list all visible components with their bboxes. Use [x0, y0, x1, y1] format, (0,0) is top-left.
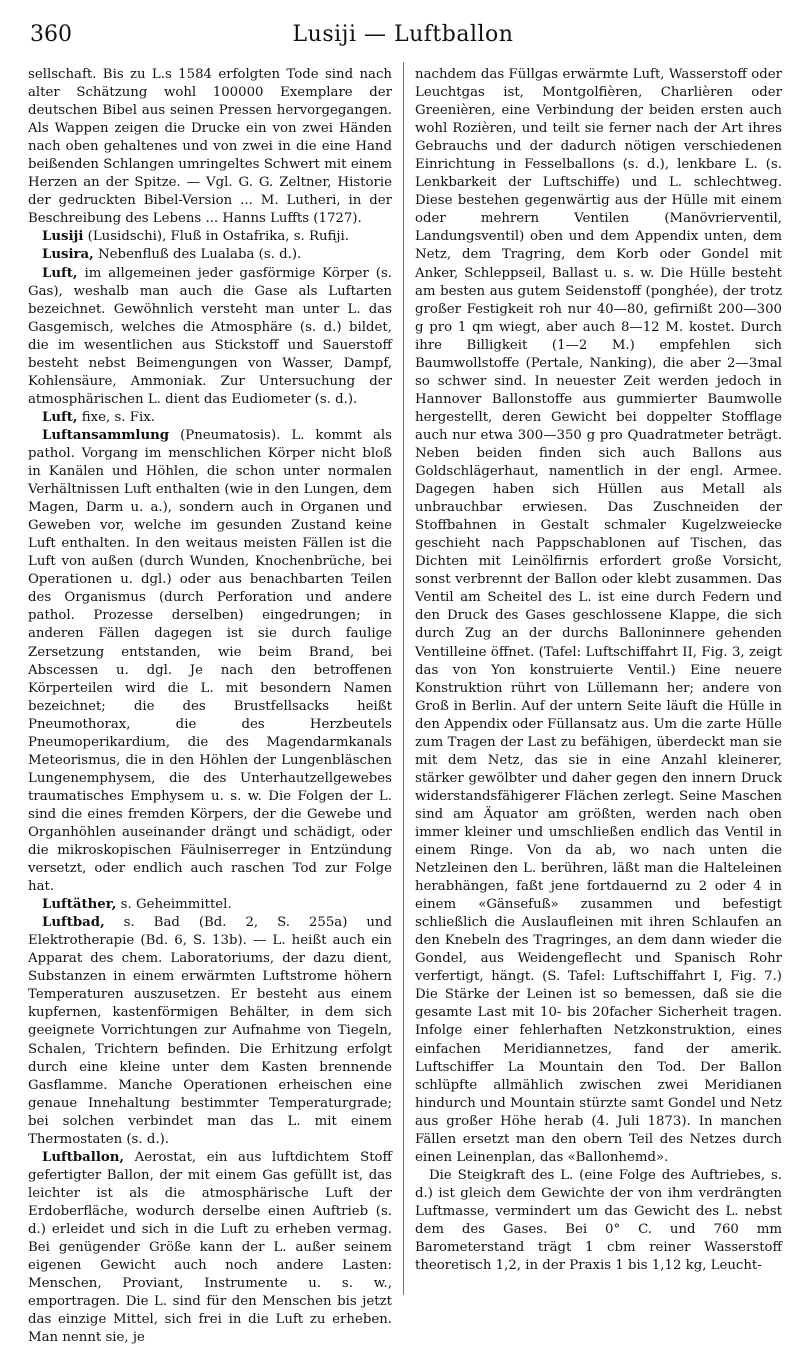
entry-paragraph	[28, 409, 392, 427]
left-column	[28, 66, 393, 1346]
page-number: 360	[30, 22, 72, 47]
entry-paragraph	[28, 246, 392, 264]
entry-headword: Luft,	[42, 409, 78, 425]
entry-text: im allgemeinen jeder gasförmige Körper (s. Gas), weshalb man auch die Gase als Luftarten bezeichnet. Gewöhnlich versteht man unter L. das Gasgemisch, welches die Atmosphäre (s. d.) bildet, die im wesentlichen aus Stickstoff und Sauerstoff besteht nebst Beimengungen von Wasser, Dampf, Kohlensäure, Ammoniak. Zur Untersuchung der atmosphärischen L. dient das Eudiometer (s. d.).	[28, 265, 393, 407]
entry-headword: Luft,	[42, 265, 78, 281]
entry-text: Die Steigkraft des L. (eine Folge des Auftriebes, s. d.) ist gleich dem Gewichte der von ihm verdrängten Luftmasse, vermindert um das Gewicht des L. nebst dem des Gases. Bei 0° C. und 760 mm Barometerstand trägt 1 cbm reiner Wasserstoff theoretisch 1,2, in der Praxis 1 bis 1,12 kg, Leucht-	[415, 1167, 782, 1274]
entry-paragraph	[28, 228, 392, 246]
entry-paragraph	[28, 896, 392, 914]
right-column	[415, 66, 782, 1297]
entry-text: fixe, s. Fix.	[81, 409, 155, 425]
entry-paragraph	[28, 914, 392, 1149]
entry-paragraph	[28, 265, 392, 409]
entry-text: nachdem das Füllgas erwärmte Luft, Wasserstoff oder Leuchtgas ist, Montgolfièren, Charlièren oder Greenièren, eine Verbindung der beiden ersten auch wohl Rozièren, und teilt sie ferner nach der Art ihres Gebrauchs und der dadurch nötigen verschiedenen Einrichtung in Fesselballons (s. d.), lenkbare L. (s. Lenkbarkeit der Luftschiffe) und L. schlechtweg. Diese bestehen gegenwärtig aus der Hülle mit einem oder mehrern Ventilen (Manövrierventil, Landungsventil) oben und dem Appendix unten, dem Netz, dem Tragring, dem Korb oder Gondel mit Anker, Schleppseil, Ballast u. s. w. Die Hülle besteht am besten aus gutem Seidenstoff (ponghée), der trotz großer Festigkeit roh nur 40—80, gefirnißt 200—300 g pro 1 qm wiegt, aber auch 8—12 M. kostet. Durch ihre Billigkeit (1—2 M.) empfehlen sich Baumwollstoffe (Pertale, Nanking), die aber 2—3mal so schwer sind. In neuester Zeit werden jedoch in Hannover Ballonstoffe aus gummierter Baumwolle hergestellt, deren Gewicht bei doppelter Stofflage auch nur etwa 300—350 g pro Quadratmeter beträgt. Neben beiden finden sich auch Ballons aus Goldschlägerhaut, namentlich in der engl. Armee. Dagegen haben sich Hüllen aus Metall als unbrauchbar erwiesen. Das Zuschneiden der Stoffbahnen in Gestalt schmaler Kugelzweiecke geschieht nach Pappschablonen auf Tischen, das Dichten mit Leinölfirnis erfordert große Vorsicht, sonst verbrennt der Ballon oder klebt zusammen. Das Ventil am Scheitel des L. ist eine durch Federn und den Druck des Gases geschlossene Klappe, die sich durch Zug an der durchs Balloninnere gehenden Ventilleine öffnet. (Tafel: Luftschiffahrt II, Fig. 3, zeigt das von Yon konstruierte Ventil.) Eine neuere Konstruktion rührt von Lüllemann her; andere von Groß in Berlin. Auf der untern Seite läuft die Hülle in den Appendix oder Füllansatz aus. Um die zarte Hülle zum Tragen der Last zu befähigen, überdeckt man sie mit dem Netz, das sie in eine Anzahl kleinerer, stärker gewölbter und daher gegen den innern Druck widerstandsfähigerer Flächen zerlegt. Seine Maschen sind am Äquator am größten, werden nach oben immer kleiner und umschließen endlich das Ventil in einem Ringe. Von da ab, wo nach unten die Netzleinen den L. berühren, läßt man die Halteleinen herabhängen, faßt jene fortdauernd zu 2 oder 4 in einem «Gänsefuß» zusammen und befestigt schließlich die Auslaufleinen mit ihren Schlaufen an den Knebeln des Tragringes, an dem dann wieder die Gondel, aus Weidengeflecht und Spanisch Rohr verfertigt, hängt. (S. Tafel: Luftschiffahrt I, Fig. 7.) Die Stärke der Leinen ist so bemessen, daß sie die gesamte Last mit 10- bis 20facher Sicherheit tragen. Infolge einer fehlerhaften Netzkonstruktion, eines einfachen Meridiannetzes, fand der amerik. Luftschiffer La Mountain den Tod. Der Ballon schlüpfte allmählich zwischen zwei Meridianen hindurch und Mountain stürzte samt Gondel und Netz aus großer Höhe herab (4. Juli 1873). In manchen Fällen ersetzt man den obern Teil des Netzes durch einen Leinenplan, das «Ballonhemd».	[415, 67, 782, 1165]
entry-paragraph	[415, 66, 782, 1167]
entry-headword: Luftäther,	[42, 897, 117, 913]
entry-paragraph	[28, 1149, 392, 1347]
entry-text: s. Bad (Bd. 2, S. 255a) und Elektrotherapie (Bd. 6, S. 13b). — L. heißt auch ein Apparat des chem. Laboratoriums, der dazu dient, Substanzen in einem erwärmten Luftstrome höhern Temperaturen auszusetzen. Er besteht aus einem kupfernen, kastenförmigen Behälter, in dem sich geeignete Vorrichtungen zur Aufnahme von Tiegeln, Schalen, Trichtern befinden. Die Erhitzung erfolgt durch eine kleine unter dem Kasten brennende Gasflamme. Manche Operationen erheischen eine genaue Innehaltung bestimmter Temperaturgrade; bei solchen verbindet man das L. mit einem Thermostaten (s. d.).	[28, 915, 392, 1147]
running-title: Lusiji — Luftballon	[292, 22, 514, 47]
entry-headword: Lusiji	[42, 229, 84, 245]
entry-text: Aerostat, ein aus luftdichtem Stoff gefertigter Ballon, der mit einem Gas gefüllt ist, das leichter ist als die atmosphärische Luft der Erdoberfläche, wodurch derselbe einen Auftrieb (s. d.) erleidet und sich in die Luft zu erheben vermag. Bei genügender Größe kann der L. außer seinem eigenen Gewicht auch noch andere Lasten: Menschen, Proviant, Instrumente u. s. w., emportragen. Die L. sind für den Menschen bis jetzt das einzige Mittel, sich frei in die Luft zu erheben. Man nennt sie, je	[28, 1149, 392, 1346]
entry-paragraph	[28, 66, 392, 228]
entry-text: Nebenfluß des Lualaba (s. d.).	[98, 247, 302, 263]
column-divider	[403, 62, 404, 1295]
entry-paragraph	[415, 1167, 782, 1275]
entry-headword: Luftballon,	[42, 1149, 125, 1165]
entry-text: sellschaft. Bis zu L.s 1584 erfolgten Tode sind nach alter Schätzung wohl 100000 Exemplare der deutschen Bibel aus seinen Pressen hervorgegangen. Als Wappen zeigen die Drucke ein von zwei Händen nach oben gehaltenes und von zwei in die eine Hand beißenden Schlangen umringeltes Schwert mit einem Herzen an der Spitze. — Vgl. G. G. Zeltner, Historie der gedruckten Bibel-Version ... M. Lutheri, in der Beschreibung des Lebens ... Hanns Luffts (1727).	[28, 67, 392, 227]
entry-text: (Lusidschi), Fluß in Ostafrika, s. Rufiji.	[87, 229, 350, 245]
entry-headword: Lusira,	[42, 247, 94, 263]
page-header	[30, 22, 776, 52]
entry-headword: Luftbad,	[42, 915, 105, 931]
entry-text: (Pneumatosis). L. kommt als pathol. Vorgang im menschlichen Körper nicht bloß in Kanälen und Höhlen, die schon unter normalen Verhältnissen Luft enthalten (wie in den Lungen, dem Magen, Darm u. a.), sondern auch in Organen und Geweben vor, welche im gesunden Zustand keine Luft enthalten. In den weitaus meisten Fällen ist die Luft von außen (durch Wunden, Knochenbrüche, bei Operationen u. dgl.) oder aus benachbarten Teilen des Organismus (durch Perforation und andere pathol. Prozesse derselben) eingedrungen; in anderen Fällen dagegen ist sie durch faulige Zersetzung entstanden, wie beim Brand, bei Abscessen u. dgl. Je nach den betroffenen Körperteilen wird die L. mit besondern Namen bezeichnet; die des Brustfellsacks heißt Pneumothorax, die des Herzbeutels Pneumoperikardium, die des Magendarmkanals Meteorismus, die in den Höhlen der Lungenbläschen Lungenemphysem, die des Unterhautzellgewebes traumatisches Emphysem u. s. w. Die Folgen der L. sind die eines fremden Körpers, der die Gewebe und Organhöhlen auseinander drängt und schädigt, oder die mikroskopischen Fäulniserreger in Entzündung versetzt, oder endlich auch raschen Tod zur Folge hat.	[28, 427, 392, 895]
entry-text: s. Geheimmittel.	[120, 897, 232, 913]
entry-headword: Luftansammlung	[42, 427, 170, 443]
entry-paragraph	[28, 427, 392, 896]
